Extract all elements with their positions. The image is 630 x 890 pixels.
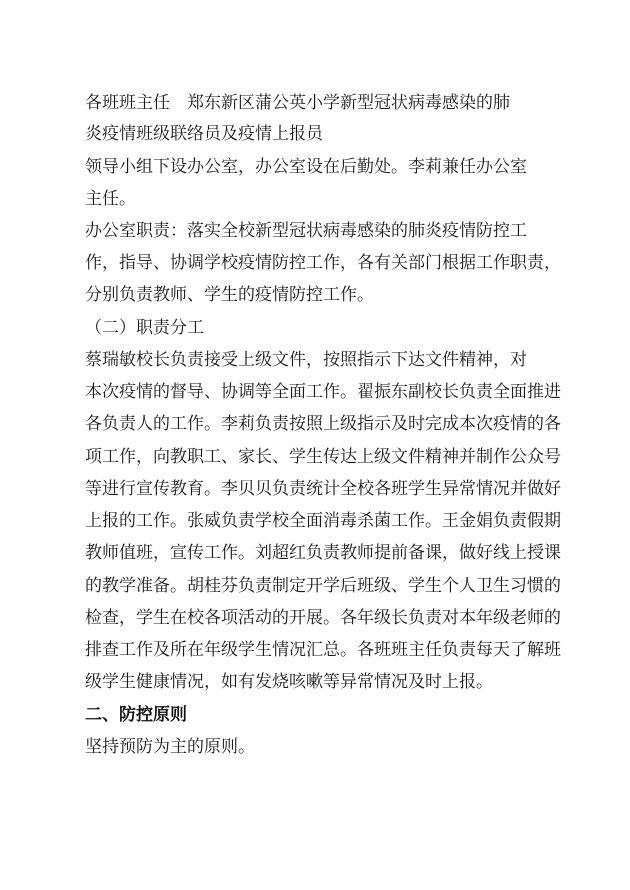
text-line: 蔡瑞敏校长负责接受上级文件，按照指示下达文件精神，对 bbox=[85, 350, 527, 370]
text-line: 领导小组下设办公室，办公室设在后勤处。李莉兼任办公室 bbox=[85, 157, 527, 177]
text-line: 项工作，向教职工、家长、学生传达上级文件精神并制作公众号 bbox=[85, 447, 561, 467]
text-line: 各班班主任 郑东新区蒲公英小学新型冠状病毒感染的肺 bbox=[85, 93, 510, 113]
text-line: 坚持预防为主的原则。 bbox=[85, 737, 255, 757]
text-line: 本次疫情的督导、协调等全面工作。翟振东副校长负责全面推进 bbox=[85, 382, 561, 402]
section-subheading: （二）职责分工 bbox=[85, 318, 204, 338]
text-line: 各负责人的工作。李莉负责按照上级指示及时完成本次疫情的各 bbox=[85, 414, 561, 434]
text-line: 分别负责教师、学生的疫情防控工作。 bbox=[85, 285, 374, 305]
text-line: 炎疫情班级联络员及疫情上报员 bbox=[85, 124, 323, 144]
text-line: 主任。 bbox=[85, 189, 136, 209]
text-line: 上报的工作。张威负责学校全面消毒杀菌工作。王金娟负责假期 bbox=[85, 511, 561, 531]
text-line: 等进行宣传教育。李贝贝负责统计全校各班学生异常情况并做好 bbox=[85, 479, 561, 499]
text-line: 作，指导、协调学校疫情防控工作，各有关部门根据工作职责， bbox=[85, 253, 561, 273]
text-line: 教师值班，宣传工作。刘超红负责教师提前备课，做好线上授课 bbox=[85, 543, 561, 563]
text-line: 级学生健康情况，如有发烧咳嗽等异常情况及时上报。 bbox=[85, 672, 493, 692]
text-line: 的教学准备。胡桂芬负责制定开学后班级、学生个人卫生习惯的 bbox=[85, 576, 561, 596]
text-line: 检查，学生在校各项活动的开展。各年级长负责对本年级老师的 bbox=[85, 608, 561, 628]
text-line: 排查工作及所在年级学生情况汇总。各班班主任负责每天了解班 bbox=[85, 640, 561, 660]
section-heading: 二、防控原则 bbox=[85, 705, 187, 725]
text-line: 办公室职责：落实全校新型冠状病毒感染的肺炎疫情防控工 bbox=[85, 221, 527, 241]
